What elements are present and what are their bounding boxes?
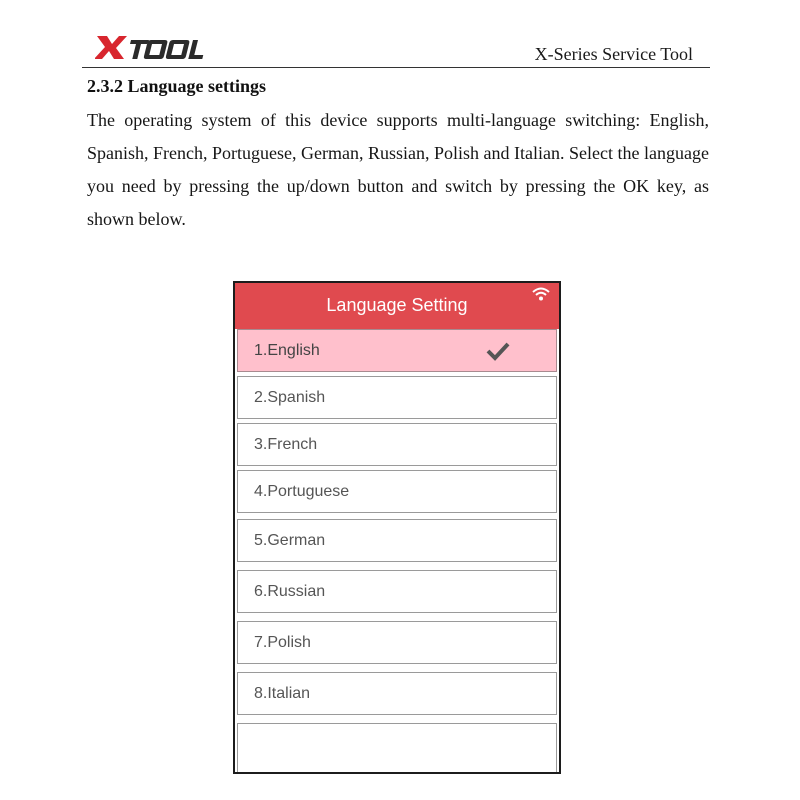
list-item-label: 3.French [254, 436, 318, 453]
checkmark-icon [486, 340, 510, 362]
list-item-label: 4.Portuguese [254, 483, 350, 500]
header-divider [82, 67, 710, 68]
list-item-russian[interactable] [237, 570, 557, 613]
list-item-italian[interactable] [237, 672, 557, 715]
list-item-polish[interactable] [237, 621, 557, 664]
list-item-label: 5.German [254, 532, 326, 549]
list-item-french[interactable] [237, 423, 557, 466]
list-item-spanish[interactable] [237, 376, 557, 419]
list-item-label: 2.Spanish [254, 389, 326, 406]
section-paragraph: The operating system of this device supports multi-language switching: English, Spanish, French, Portuguese, German, Russian, Polish and Italian. Select the language you need by pressing the up/down button and switch by pressing the OK key, as shown below. [87, 110, 709, 229]
list-item-label: 8.Italian [254, 685, 311, 702]
screen-title: Language Setting [326, 295, 468, 315]
document-title: X-Series Service Tool [534, 44, 693, 64]
list-item-label: 6.Russian [254, 583, 326, 600]
list-item-label: 1.English [254, 342, 320, 359]
list-item-german[interactable] [237, 519, 557, 562]
screen-header [235, 283, 559, 329]
device-screen [233, 281, 561, 774]
xtool-logo [95, 32, 205, 62]
section-heading: 2.3.2 Language settings [87, 76, 267, 96]
list-item-empty [237, 723, 557, 773]
wifi-icon [531, 286, 551, 302]
list-item-portuguese[interactable] [237, 470, 557, 513]
list-item-label: 7.Polish [254, 634, 311, 651]
list-item-english[interactable] [237, 329, 557, 372]
